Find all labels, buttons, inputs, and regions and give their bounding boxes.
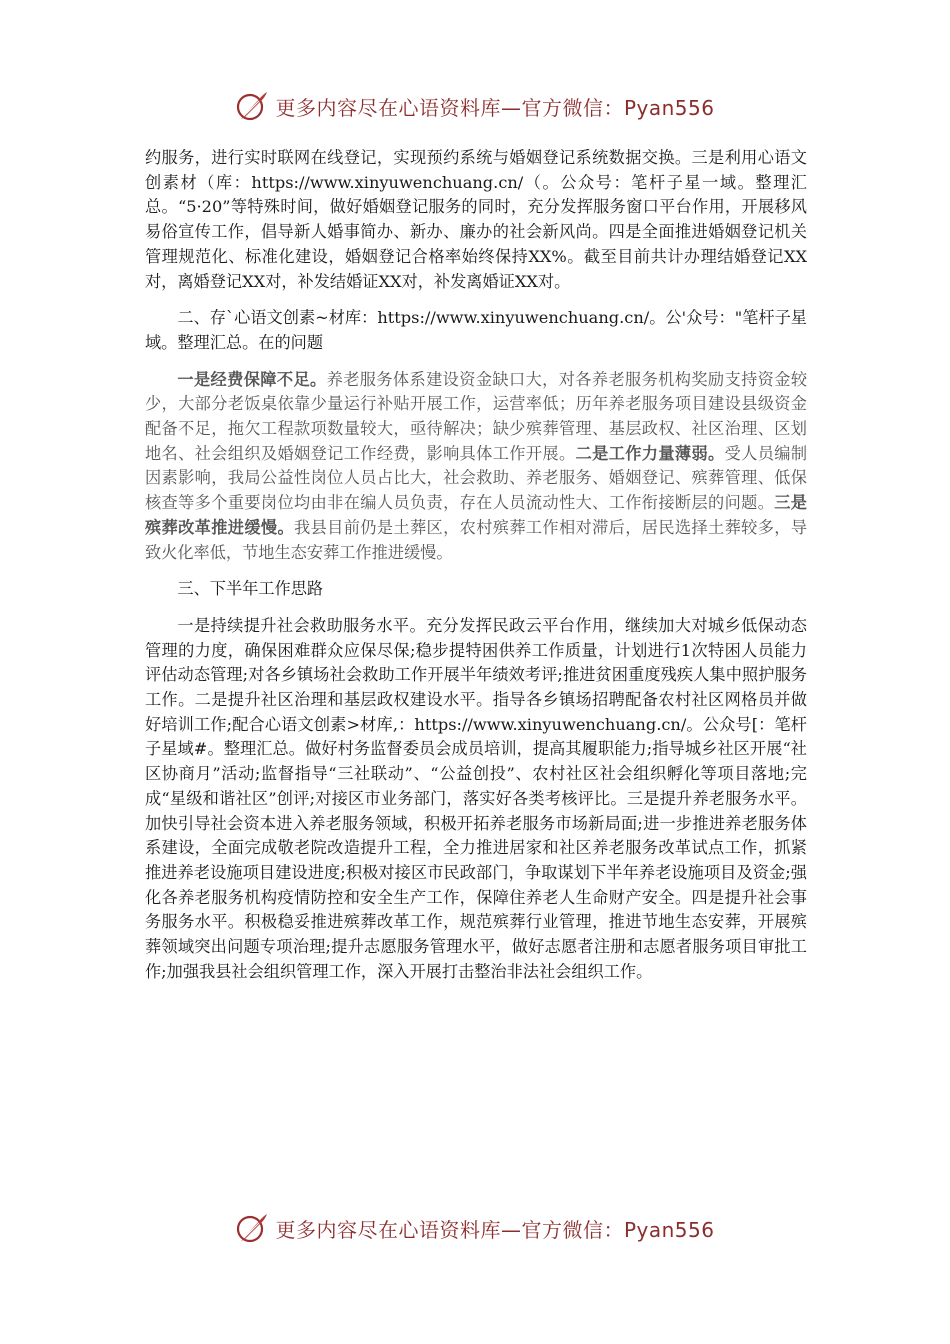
quill-pen-circle-logo-icon bbox=[235, 1211, 269, 1245]
paragraph-problems bbox=[145, 368, 807, 566]
problem-1-title: 一是经费保障不足。 bbox=[177, 369, 327, 389]
problem-3-title: 三是殡葬改革推进缓慢。 bbox=[145, 493, 807, 537]
section-heading-problems: 二、存`心语文创素~材库：https://www.xinyuwenchuang.cn/。公'众号："笔杆子星域。整理汇总。在的问题 bbox=[145, 308, 807, 352]
document-body bbox=[145, 146, 807, 985]
problem-2-title: 二是工作力量薄弱。 bbox=[575, 443, 725, 463]
problem-1-text: 养老服务体系建设资金缺口大，对各养老服务机构奖励支持资金较少，大部分老饭桌依靠少量运行补贴开展工作，运营率低；历年养老服务项目建设县级资金配备不足，拖欠工程款项数量较大，亟待解决；缺少殡葬管理、基层政权、社区治理、区划地名、社会组织及婚姻登记工作经费，影响具体工作开展。 bbox=[145, 369, 808, 463]
paragraph-marriage-registration: 约服务，进行实时联网在线登记，实现预约系统与婚姻登记系统数据交换。三是利用心语文创素材（库：https://www.xinyuwenchuang.cn/（。公众号：笔杆子星一域。整理汇总。“5·20”等特殊时间，做好婚姻登记服务的同时，充分发挥服务窗口平台作用，开展移风易俗宣传工作，倡导新人婚事简办、新办、廉办的社会新风尚。四是全面推进婚姻登记机关管理规范化、标准化建设，婚姻登记合格率始终保持XX%。截至目前共计办理结婚登记XX对，离婚登记XX对，补发结婚证XX对，补发离婚证XX对。 bbox=[145, 148, 807, 291]
problem-2-text: 受人员编制因素影响，我局公益性岗位人员占比大，社会救助、养老服务、婚姻登记、殡葬管理、低保核查等多个重要岗位均由非在编人员负责，存在人员流动性大、工作衔接断层的问题。 bbox=[145, 443, 808, 513]
footer-banner bbox=[0, 1206, 950, 1250]
header-banner bbox=[0, 84, 950, 128]
quill-pen-circle-logo-icon bbox=[235, 89, 269, 123]
footer-banner-text: 更多内容尽在心语资料库—官方微信：Pyan556 bbox=[275, 1217, 715, 1242]
problem-3-text: 我县目前仍是土葬区，农村殡葬工作相对滞后，居民选择土葬较多，导致火化率低，节地生态安葬工作推进缓慢。 bbox=[145, 517, 808, 562]
section-heading-plan: 三、下半年工作思路 bbox=[177, 579, 324, 599]
header-banner-text: 更多内容尽在心语资料库—官方微信：Pyan556 bbox=[275, 95, 715, 120]
paragraph-work-plan: 一是持续提升社会救助服务水平。充分发挥民政云平台作用，继续加大对城乡低保动态管理的力度，确保困难群众应保尽保;稳步提特困供养工作质量，计划进行1次特困人员能力评估动态管理;对各乡镇场社会救助工作开展半年绩效考评;推进贫困重度残疾人集中照护服务工作。二是提升社区治理和基层政权建设水平。指导各乡镇场招聘配备农村社区网格员并做好培训工作;配合心语文创素>材库,：https://www.xinyuwenchuang.cn/。公众号[：笔杆子星域#。整理汇总。做好村务监督委员会成员培训，提高其履职能力;指导城乡社区开展“社区协商月”活动;监督指导“三社联动”、“公益创投”、农村社区社会组织孵化等项目落地;完成“星级和谐社区”创评;对接区市业务部门，落实好各类考核评比。三是提升养老服务水平。加快引导社会资本进入养老服务领域，积极开拓养老服务市场新局面;进一步推进养老服务体系建设，全面完成敬老院改造提升工程，全力推进居家和社区养老服务改革试点工作，抓紧推进养老设施项目建设进度;积极对接区市民政部门，争取谋划下半年养老设施项目及资金;强化各养老服务机构疫情防控和安全生产工作，保障住养老人生命财产安全。四是提升社会事务服务水平。积极稳妥推进殡葬改革工作，规范殡葬行业管理，推进节地生态安葬，开展殡葬领域突出问题专项治理;提升志愿服务管理水平，做好志愿者注册和志愿者服务项目审批工作;加强我县社会组织管理工作，深入开展打击整治非法社会组织工作。 bbox=[145, 615, 807, 981]
